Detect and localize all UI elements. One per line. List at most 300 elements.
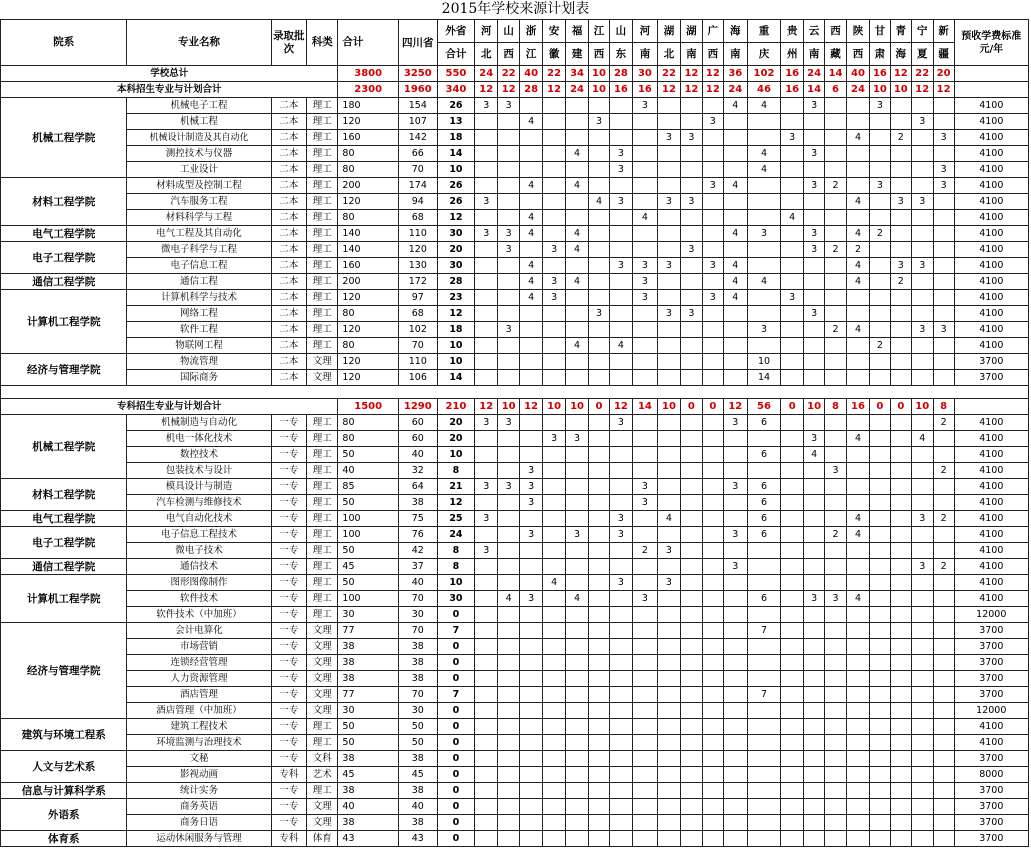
province-value [520,338,543,354]
province-value: 3 [804,178,825,194]
province-value: 3 [680,306,702,322]
province-value [804,543,825,559]
sichuan-value: 40 [398,447,437,463]
province-value [825,431,847,447]
province-value [890,447,911,463]
province-value [847,146,870,162]
province-value: 4 [566,591,589,607]
province-value: 3 [702,258,723,274]
province-value [847,767,870,783]
sichuan-value: 60 [398,415,437,431]
province-value [609,306,632,322]
province-value [890,162,911,178]
province-value [890,735,911,751]
province-value: 2 [869,338,890,354]
province-value [609,431,632,447]
province-value [543,623,566,639]
province-value [825,210,847,226]
province-value [781,226,804,242]
province-value [702,479,723,495]
province-value [702,719,723,735]
province-value: 3 [609,415,632,431]
province-value [933,370,954,386]
subject-type: 理工 [307,479,338,495]
province-value [702,703,723,719]
province-value [680,831,702,847]
province-value [723,783,747,799]
province-value: 0 [589,399,610,415]
province-value: 102 [747,66,780,82]
batch: 一专 [271,431,307,447]
province-value [825,751,847,767]
fee-value: 4100 [954,559,1028,575]
province-value [747,194,780,210]
province-value: 3 [520,591,543,607]
province-value [498,607,520,623]
province-value [657,338,680,354]
table-row [1,306,1029,322]
province-value [747,815,780,831]
province-value [632,415,657,431]
province-value [723,767,747,783]
province-value [847,687,870,703]
subject-type: 理工 [307,559,338,575]
batch: 二本 [271,146,307,162]
province-value [543,162,566,178]
province-value: 12 [723,399,747,415]
province-value [680,447,702,463]
province-value [723,130,747,146]
province-value [911,575,933,591]
province-value [747,671,780,687]
province-value [520,575,543,591]
province-value [566,687,589,703]
total-value: 38 [338,815,399,831]
province-value: 28 [520,82,543,98]
batch: 二本 [271,162,307,178]
province-value: 3 [911,258,933,274]
province-value [723,687,747,703]
province-value: 10 [657,399,680,415]
province-value [498,274,520,290]
province-value [781,687,804,703]
province-value: 3 [543,431,566,447]
sichuan-value: 50 [398,735,437,751]
subject-type: 理工 [307,290,338,306]
province-value: 36 [723,66,747,82]
fee-value: 4100 [954,447,1028,463]
province-value [723,306,747,322]
province-value [747,719,780,735]
province-value [804,258,825,274]
major-name: 机械工程 [127,114,271,130]
province-value [566,322,589,338]
province-value [543,799,566,815]
province-value [475,527,498,543]
province-value: 3 [632,479,657,495]
outside-value: 12 [437,210,475,226]
province-value [498,623,520,639]
province-value [632,306,657,322]
province-value [498,447,520,463]
subject-type: 理工 [307,447,338,463]
province-value [498,210,520,226]
province-value [804,354,825,370]
sichuan-value: 68 [398,210,437,226]
province-value [475,719,498,735]
province-value [869,274,890,290]
total-value: 200 [338,274,399,290]
province-value: 3 [804,98,825,114]
table-row [1,543,1029,559]
province-value: 0 [869,399,890,415]
province-value [632,431,657,447]
province-value [632,735,657,751]
province-value [825,130,847,146]
province-value [847,415,870,431]
sichuan-value: 97 [398,290,437,306]
province-value [781,639,804,655]
header-province-bottom: 南 [632,43,657,66]
header-province-bottom: 藏 [825,43,847,66]
province-value [543,226,566,242]
province-value [566,639,589,655]
province-value [657,226,680,242]
dept-name: 经济与管理学院 [1,623,127,719]
province-value: 3 [702,114,723,130]
province-value [632,799,657,815]
province-value [747,575,780,591]
province-value [869,194,890,210]
province-value [680,751,702,767]
province-value: 3 [911,322,933,338]
outside-value: 0 [437,655,475,671]
province-value [632,194,657,210]
province-value: 56 [747,399,780,415]
fee-value: 3700 [954,671,1028,687]
province-value [723,799,747,815]
batch: 一专 [271,463,307,479]
total-value: 140 [338,226,399,242]
province-value: 3 [747,226,780,242]
major-name: 软件技术 [127,591,271,607]
outside-value: 25 [437,511,475,527]
province-value [520,783,543,799]
total-value: 77 [338,687,399,703]
province-value [498,178,520,194]
province-value [498,799,520,815]
header-province-top: 新 [933,20,954,43]
province-value [498,687,520,703]
province-value [890,242,911,258]
province-value [589,511,610,527]
table-row [1,226,1029,242]
province-value [847,543,870,559]
province-value: 8 [825,399,847,415]
subject-type: 文理 [307,354,338,370]
province-value [869,815,890,831]
province-value: 14 [632,399,657,415]
fee-value: 4100 [954,194,1028,210]
province-value [781,815,804,831]
province-value [933,751,954,767]
province-value [825,575,847,591]
province-value: 3 [475,543,498,559]
province-value [680,735,702,751]
sichuan-value: 172 [398,274,437,290]
province-value [702,210,723,226]
province-value [680,591,702,607]
province-value [933,607,954,623]
dept-name: 通信工程学院 [1,274,127,290]
province-value [723,463,747,479]
sichuan-value: 70 [398,162,437,178]
province-value: 3 [933,322,954,338]
header-batch: 录取批次 [271,20,307,66]
province-value [804,511,825,527]
province-value [632,783,657,799]
province-value [702,543,723,559]
total-value: 120 [338,194,399,210]
table-row [1,431,1029,447]
province-value: 2 [933,415,954,431]
province-value [804,671,825,687]
total-value: 30 [338,703,399,719]
province-value: 2 [933,463,954,479]
table-row [1,130,1029,146]
dept-name: 机械工程学院 [1,415,127,479]
province-value [911,607,933,623]
major-name: 会计电算化 [127,623,271,639]
province-value [520,735,543,751]
fee-value: 3700 [954,354,1028,370]
province-value [890,178,911,194]
province-value: 3 [589,306,610,322]
province-value [609,322,632,338]
province-value [747,210,780,226]
subject-type: 理工 [307,463,338,479]
major-name: 机械制造与自动化 [127,415,271,431]
province-value [632,815,657,831]
province-value [890,575,911,591]
province-value: 3 [609,258,632,274]
province-value [890,655,911,671]
province-value [804,799,825,815]
province-value [781,146,804,162]
province-value: 4 [566,274,589,290]
province-value [657,783,680,799]
province-value [475,607,498,623]
outside-value: 0 [437,671,475,687]
sichuan-value: 70 [398,338,437,354]
province-value [498,719,520,735]
province-value [589,543,610,559]
province-value [933,527,954,543]
province-value: 4 [566,146,589,162]
province-value [890,511,911,527]
province-value: 12 [520,399,543,415]
province-value [869,591,890,607]
province-value: 6 [747,495,780,511]
province-value [680,623,702,639]
province-value [702,655,723,671]
province-value: 6 [825,82,847,98]
province-value [869,607,890,623]
province-value [890,687,911,703]
fee-value: 4100 [954,431,1028,447]
header-province-bottom: 州 [781,43,804,66]
province-value: 3 [498,415,520,431]
province-value [543,511,566,527]
province-value [589,98,610,114]
province-value [825,338,847,354]
total-value: 80 [338,210,399,226]
province-value [933,687,954,703]
province-value: 3 [747,322,780,338]
province-value: 3 [609,511,632,527]
province-value [520,306,543,322]
province-value [804,194,825,210]
dept-name: 体育系 [1,831,127,847]
province-value [657,242,680,258]
province-value [933,575,954,591]
province-value [847,479,870,495]
header-province-bottom: 南 [723,43,747,66]
province-value: 16 [869,66,890,82]
province-value [933,735,954,751]
province-value [657,655,680,671]
province-value [632,575,657,591]
province-value [609,178,632,194]
table-row [1,719,1029,735]
table-row [1,146,1029,162]
province-value: 4 [589,194,610,210]
header-province-top: 山 [609,20,632,43]
province-value [825,114,847,130]
province-value [475,274,498,290]
table-row [1,639,1029,655]
subject-type: 理工 [307,226,338,242]
province-value [723,719,747,735]
total-value: 50 [338,735,399,751]
province-value [589,527,610,543]
province-value [702,415,723,431]
province-value [657,98,680,114]
header-province-top: 广 [702,20,723,43]
province-value [890,306,911,322]
major-name: 建筑工程技术 [127,719,271,735]
total-value: 50 [338,719,399,735]
province-value [589,226,610,242]
province-value [869,527,890,543]
province-value [890,495,911,511]
province-value: 3 [723,415,747,431]
batch: 二本 [271,130,307,146]
province-value [911,178,933,194]
province-value: 3 [804,431,825,447]
province-value [781,623,804,639]
province-value: 28 [609,66,632,82]
province-value [911,623,933,639]
dept-name: 人文与艺术系 [1,751,127,783]
province-value [869,306,890,322]
province-value [520,194,543,210]
province-value [609,559,632,575]
subject-type: 文理 [307,799,338,815]
province-value: 3 [869,178,890,194]
province-value [609,751,632,767]
province-value [680,338,702,354]
province-value [632,607,657,623]
province-value [747,306,780,322]
fee-value: 4100 [954,114,1028,130]
province-value [543,687,566,703]
total-value: 80 [338,162,399,178]
province-value [869,799,890,815]
header-province-top: 安 [543,20,566,43]
province-value [911,130,933,146]
province-value: 6 [747,447,780,463]
province-value [723,703,747,719]
province-value [747,242,780,258]
province-value: 3 [657,543,680,559]
province-value [566,799,589,815]
province-value [543,639,566,655]
fee-value: 4100 [954,735,1028,751]
province-value: 4 [847,511,870,527]
total-value: 77 [338,623,399,639]
province-value [520,639,543,655]
province-value [632,338,657,354]
province-value [543,751,566,767]
fee-value: 4100 [954,242,1028,258]
province-value [847,447,870,463]
province-value [609,735,632,751]
province-value [680,274,702,290]
province-value: 3 [804,591,825,607]
province-value [589,687,610,703]
major-name: 电子信息工程 [127,258,271,274]
province-value [543,114,566,130]
batch: 一专 [271,799,307,815]
major-name: 酒店管理 [127,687,271,703]
batch: 一专 [271,575,307,591]
header-province-bottom: 肃 [869,43,890,66]
major-name: 电气工程及其自动化 [127,226,271,242]
province-value [657,274,680,290]
batch: 二本 [271,338,307,354]
sichuan-value: 120 [398,242,437,258]
province-value [702,274,723,290]
province-value [847,815,870,831]
province-value [825,687,847,703]
batch: 一专 [271,735,307,751]
province-value [657,495,680,511]
batch: 二本 [271,290,307,306]
batch: 二本 [271,210,307,226]
province-value [804,831,825,847]
province-value [520,607,543,623]
total-value: 200 [338,178,399,194]
province-value [869,575,890,591]
sichuan-value: 40 [398,575,437,591]
province-value [804,274,825,290]
province-value [933,306,954,322]
sichuan-value: 1290 [398,399,437,415]
province-value: 4 [847,322,870,338]
province-value [911,767,933,783]
province-value: 4 [847,431,870,447]
